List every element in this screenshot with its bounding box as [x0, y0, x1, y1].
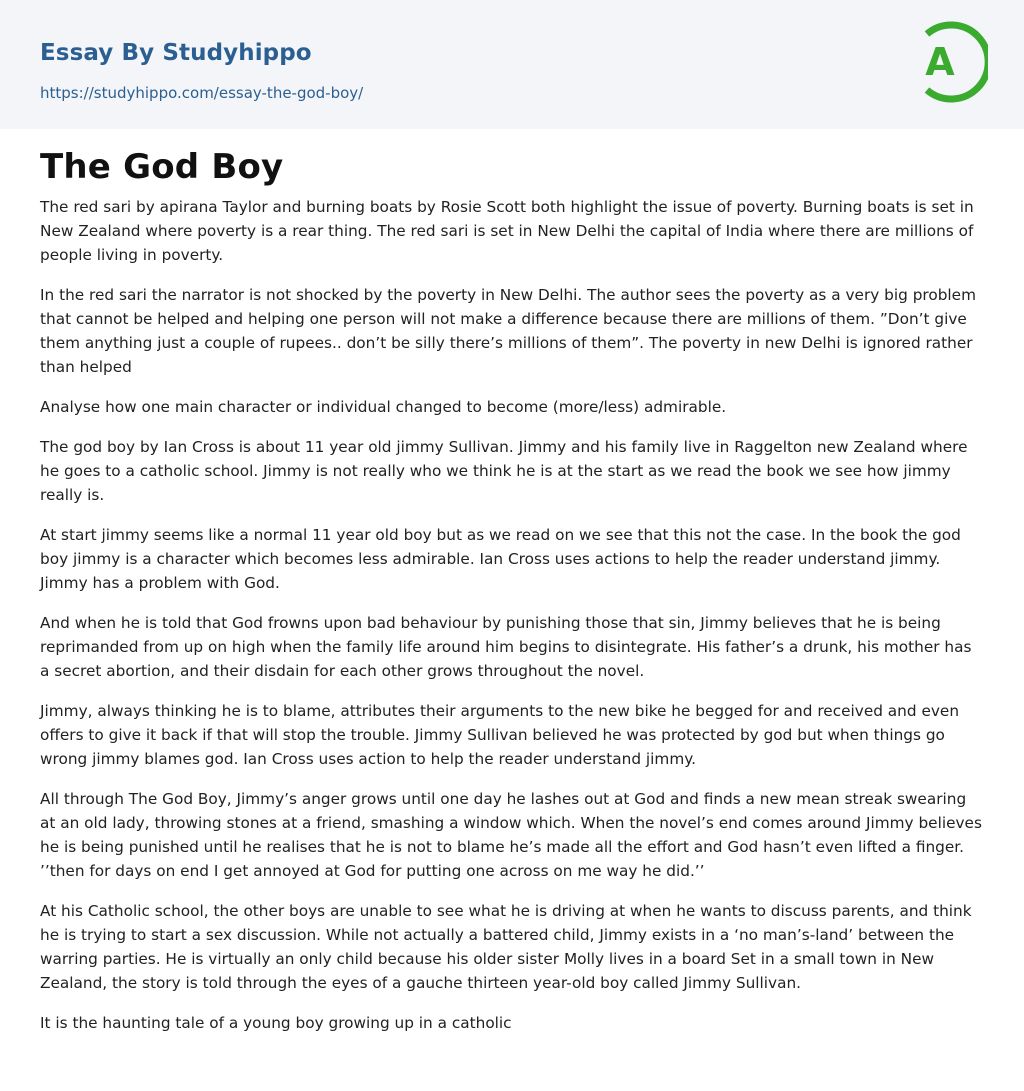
essay-paragraph-10: It is the haunting tale of a young boy growing up in a catholic — [40, 1014, 512, 1032]
essay-paragraph-8: All through The God Boy, Jimmy’s anger grows until one day he lashes out at God and finds a new mean streak swearing at an old lady, throwing stones at a friend, smashing a window which. When the novel’s end comes around Jimmy believes he is being punished until he realises that he is not to blame he’s made all the effort and God hasn’t even lifted a finger. ’’then for days on end I get annoyed at God for putting one across on me way he did.’’ — [40, 790, 982, 880]
essay-paragraph-2: In the red sari the narrator is not shocked by the poverty in New Delhi. The author sees the poverty as a very big problem that cannot be helped and helping one person will not make a difference because there are millions of them. ”Don’t give them anything just a couple of rupees.. don’t be silly there’s millions of them”. The poverty in new Delhi is ignored rather than helped — [40, 286, 976, 376]
essay-paragraph-7: Jimmy, always thinking he is to blame, attributes their arguments to the new bike he begged for and received and even offers to give it back if that will stop the trouble. Jimmy Sullivan believed he was protected by god but when things go wrong jimmy blames god. Ian Cross uses action to help the reader understand jimmy. — [40, 702, 960, 768]
essay-paragraph-1: The red sari by apirana Taylor and burning boats by Rosie Scott both highlight the issue of poverty. Burning boats is set in New Zealand where poverty is a rear thing. The red sari is set in New Delhi the capital of India where there are millions of people living in poverty. — [40, 198, 974, 264]
essay-paragraph-4: The god boy by Ian Cross is about 11 year old jimmy Sullivan. Jimmy and his family live in Raggelton new Zealand where he goes to a catholic school. Jimmy is not really who we think he is at the start as we read the book we see how jimmy really is. — [40, 438, 968, 504]
essay-paragraph-6: And when he is told that God frowns upon bad behaviour by punishing those that sin, Jimmy believes that he is being reprimanded from up on high when the family life around him begins to disintegrate. His father’s a drunk, his mother has a secret abortion, and their disdain for each other grows throughout the novel. — [40, 614, 972, 680]
studyhippo-logo-icon[interactable] — [910, 19, 988, 105]
essay-content — [0, 129, 1024, 1035]
essay-paragraph-3: Analyse how one main character or individual changed to become (more/less) admirable. — [40, 398, 727, 416]
site-header — [0, 0, 1024, 129]
essay-paragraph-5: At start jimmy seems like a normal 11 year old boy but as we read on we see that this not the case. In the book the god boy jimmy is a character which becomes less admirable. Ian Cross uses actions to help the reader understand jimmy. Jimmy has a problem with God. — [40, 526, 961, 592]
essay-title: The God Boy — [40, 147, 284, 187]
brand-name[interactable]: Essay By Studyhippo — [40, 40, 312, 66]
logo-letter: A — [925, 40, 955, 84]
essay-paragraph-9: At his Catholic school, the other boys are unable to see what he is driving at when he wants to discuss parents, and think he is trying to start a sex discussion. While not actually a battered child, Jimmy exists in a ‘no man’s-land’ between the warring parties. He is virtually an only child because his older sister Molly lives in a board Set in a small town in New Zealand, the story is told through the eyes of a gauche thirteen year-old boy called Jimmy Sullivan. — [40, 902, 972, 992]
essay-url-link[interactable]: https://studyhippo.com/essay-the-god-boy/ — [40, 84, 364, 102]
